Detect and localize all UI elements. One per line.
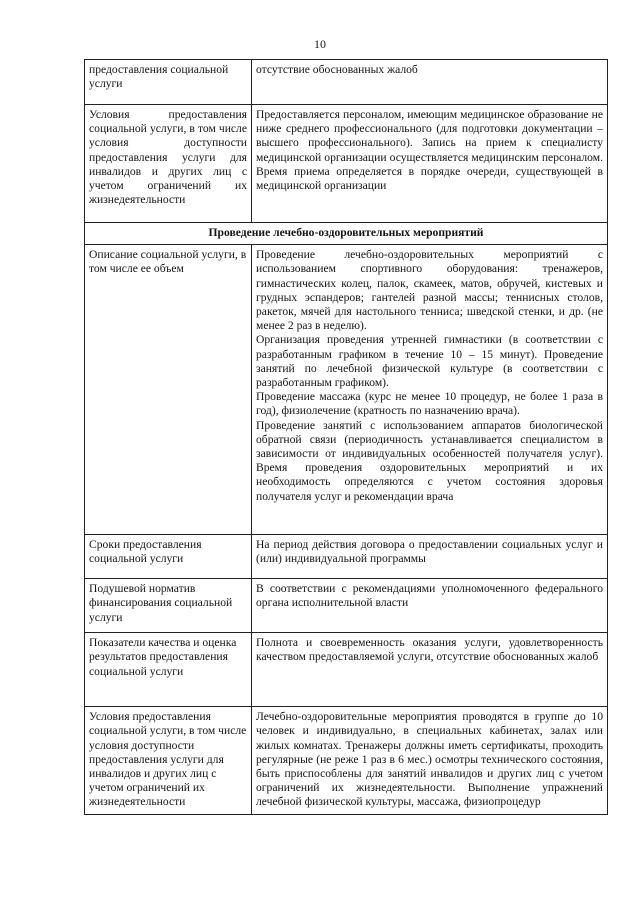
- row-label: Условия предоставления социальной услуги, в том числе условия доступности предоставления услуги для инвалидов и других лиц с учетом ограничений их жизнедеятельности: [85, 105, 252, 223]
- row-value: [252, 245, 608, 535]
- value-paragraph: Проведение массажа (курс не менее 10 процедур, не более 1 раза в год), физиолечение (кратность по назначению врача).: [256, 390, 603, 418]
- row-label: Условия предоставления социальной услуги, в том числе условия доступности предоставления услуги для инвалидов и других лиц с учетом ограничений их жизнедеятельности: [85, 707, 252, 814]
- table-row: [85, 633, 608, 707]
- row-label: Показатели качества и оценка результатов предоставления социальной услуги: [85, 633, 252, 707]
- value-paragraph: Проведение лечебно-оздоровительных мероприятий с использованием спортивного оборудования: тренажеров, гимнастических колец, палок, скамеек, матов, обручей, кистевых и грудных эспандеров; гантелей разной массы; теннисных столов, ракеток, мячей для настольного тенниса; шведской стенки, и др. (не менее 2 раз в неделю).: [256, 248, 603, 333]
- row-value: [252, 60, 608, 105]
- row-value: [252, 535, 608, 579]
- table-row: [85, 707, 608, 814]
- row-value: [252, 633, 608, 707]
- table-row: [85, 105, 608, 223]
- row-label: Сроки предоставления социальной услуги: [85, 535, 252, 579]
- row-value: [252, 707, 608, 814]
- row-label: Подушевой норматив финансирования социальной услуги: [85, 579, 252, 633]
- table-row: [85, 60, 608, 105]
- row-value: [252, 579, 608, 633]
- value-paragraph: отсутствие обоснованных жалоб: [256, 63, 418, 76]
- page-number: 10: [314, 37, 326, 51]
- table-row: [85, 245, 608, 535]
- value-paragraph: На период действия договора о предоставлении социальных услуг и (или) индивидуальной программы: [256, 538, 603, 566]
- value-paragraph: Организация проведения утренней гимнастики (в соответствии с разработанным графиком в течение 10 – 15 минут). Проведение занятий по лечебной физической культуре (в соответствии с разработанным графиком).: [256, 333, 603, 390]
- value-paragraph: Предоставляется персоналом, имеющим медицинское образование не ниже среднего профессионального (для подготовки документации – высшего профессионального). Запись на прием к специалисту медицинской организации осуществляется медицинским персоналом. Время приема определяется в порядке очереди, существующей в медицинской организации: [256, 108, 603, 193]
- value-paragraph: Проведение занятий с использованием аппаратов биологической обратной связи (периодичность устанавливается специалистом в зависимости от индивидуальных особенностей получателя услуг). Время проведения оздоровительных мероприятий и их необходимость определяются с учетом состояния здоровья получателя услуг и рекомендации врача: [256, 418, 603, 503]
- table-row: [85, 579, 608, 633]
- value-paragraph: Лечебно-оздоровительные мероприятия проводятся в группе до 10 человек и индивидуально, в специальных кабинетах, залах или жилых комнатах. Тренажеры должны иметь сертификаты, проходить регулярные (не реже 1 раз в 6 мес.) осмотры технического состояния, быть приспособлены для занятий инвалидов и других лиц с учетом ограничений их жизнедеятельности. Выполнение упражнений лечебной физической культуры, массажа, физиопроцедур: [256, 710, 603, 809]
- section-row: [85, 223, 608, 245]
- row-label: Описание социальной услуги, в том числе ее объем: [85, 245, 252, 535]
- service-table: [84, 59, 608, 815]
- table-row: [85, 535, 608, 579]
- row-value: [252, 105, 608, 223]
- section-title: Проведение лечебно-оздоровительных мероприятий: [85, 223, 608, 245]
- value-paragraph: В соответствии с рекомендациями уполномоченного федерального органа исполнительной власти: [256, 582, 603, 610]
- value-paragraph: Полнота и своевременность оказания услуги, удовлетворенность качеством предоставляемой услуги, отсутствие обоснованных жалоб: [256, 636, 603, 664]
- row-label: предоставления социальной услуги: [85, 60, 252, 105]
